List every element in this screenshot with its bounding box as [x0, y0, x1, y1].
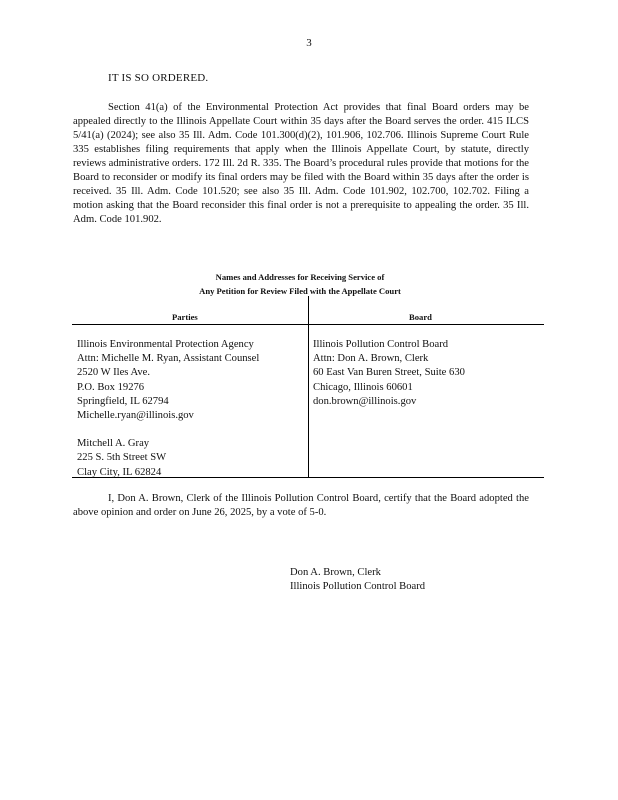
party-line: P.O. Box 19276 — [77, 381, 145, 393]
service-table-title — [150, 270, 450, 298]
party-line: 2520 W Iles Ave. — [77, 367, 150, 379]
party-line: Illinois Environmental Protection Agency — [77, 339, 254, 350]
page-number: 3 — [306, 37, 312, 49]
party-line: 225 S. 5th Street SW — [77, 452, 167, 464]
signature-organization: Illinois Pollution Control Board — [290, 581, 426, 593]
board-line: 60 East Van Buren Street, Suite 630 — [313, 367, 465, 379]
signature-name: Don A. Brown, Clerk — [290, 567, 381, 578]
party-line: Springfield, IL 62794 — [77, 395, 169, 407]
service-table-title-line-2: Any Petition for Review Filed with the Appellate Court — [199, 286, 401, 296]
party-line: Attn: Michelle M. Ryan, Assistant Counsel — [77, 353, 260, 365]
board-line: Chicago, Illinois 60601 — [313, 381, 413, 393]
board-email: don.brown@illinois.gov — [313, 395, 417, 407]
board-line: Attn: Don A. Brown, Clerk — [313, 353, 429, 365]
appeal-rights-paragraph: Section 41(a) of the Environmental Protection Act provides that final Board orders may be appealed directly to the Illinois Appellate Court within 35 days after the Board serves the order. 415 ILCS 5/41(a) (2024); see also 35 Ill. Adm. Code 101.300(d)(2), 101.906, 102.706. Illinois Supreme Court Rule 335 establishes filing requirements that apply when the Illinois Appellate Court, by statute, directly reviews administrative orders. 172 Ill. 2d R. 335. The Board’s procedural rules provide that motions for the Board to reconsider or modify its final orders may be filed with the Board within 35 days after the order is received. 35 Ill. Adm. Code 101.520; see also 35 Ill. Adm. Code 101.902, 102.700, 102.702. Filing a motion asking that the Board reconsider this final order is not a prerequisite to appealing the order. 35 Ill. Adm. Code 101.902. — [73, 102, 529, 225]
table-column-divider — [308, 296, 309, 477]
party-line: Clay City, IL 62824 — [77, 466, 162, 478]
party-line: Mitchell A. Gray — [77, 438, 150, 450]
parties-column-header: Parties — [172, 312, 198, 322]
parties-cell — [77, 338, 259, 480]
service-table-title-line-1: Names and Addresses for Receiving Service of — [215, 272, 385, 282]
board-column-header: Board — [409, 312, 432, 322]
party-email: Michelle.ryan@illinois.gov — [77, 410, 194, 422]
board-cell — [313, 338, 465, 409]
signature-block — [290, 566, 425, 594]
clerk-certification: I, Don A. Brown, Clerk of the Illinois Pollution Control Board, certify that the Board adopted the above opinion and order on June 26, 2025, by a vote of 5-0. — [73, 493, 529, 518]
order-statement: IT IS SO ORDERED. — [108, 72, 209, 84]
party-spacer — [77, 423, 259, 437]
board-line: Illinois Pollution Control Board — [313, 339, 449, 350]
